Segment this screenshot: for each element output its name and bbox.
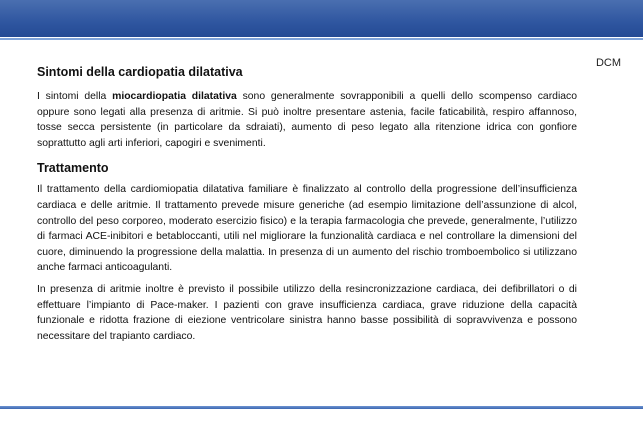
symptoms-text-bold: miocardiopatia dilatativa — [112, 91, 237, 102]
footer-divider — [0, 406, 643, 409]
symptoms-paragraph — [37, 89, 577, 151]
symptoms-text-start: I sintomi della — [37, 91, 113, 102]
slide-tag: DCM — [595, 57, 621, 69]
section-title-treatment: Trattamento — [37, 161, 109, 176]
slide-content — [37, 64, 577, 350]
treatment-paragraph-1: Il trattamento della cardiomiopatia dilatativa familiare è finalizzato al controllo della progressione dell’insufficienza cardiaca e delle aritmie. Il trattamento prevede misure generiche (ad esempio limitazione dell’assunzione di alcol, controllo del peso corporeo, moderato esercizio fisico) e la terapia farmacologia che prevede, generalmente, l’utilizzo di farmaci ACE-inibitori e betabloccanti, utili nel migliorare la funzionalità cardiaca e nel controllare la dimensioni del cuore, diminuendo la progressione della malattia. In presenza di un aumento del rischio tromboembolico si utilizzano anche farmaci anticoagulanti. — [37, 184, 577, 274]
symptoms-text-end: sono generalmente sovrapponibili a quelli dello scompenso cardiaco oppure sono legati alla presenza di aritmie. Si può inoltre presentare astenia, facile faticabilità, respiro affannoso, tosse secca persistente (in particolare da sdraiati), aumento di peso legato alla ritenzione idrica con gonfiore soprattutto agli arti inferiori, capogiri e svenimenti. — [37, 91, 578, 149]
section-title-symptoms: Sintomi della cardiopatia dilatativa — [37, 65, 243, 79]
header-band — [0, 0, 643, 37]
header-divider — [0, 38, 643, 40]
treatment-paragraph-2: In presenza di aritmie inoltre è previsto il possibile utilizzo della resincronizzazione cardiaca, dei defibrillatori o di effettuare l’impianto di Pace-maker. I pazienti con grave insufficienza cardiaca, grave riduzione della capacità funzionale e ridotta frazione di eiezione ventricolare sinistra hanno basse possibilità di sopravvivenza e possono necessitare del trapianto cardiaco. — [37, 283, 577, 342]
